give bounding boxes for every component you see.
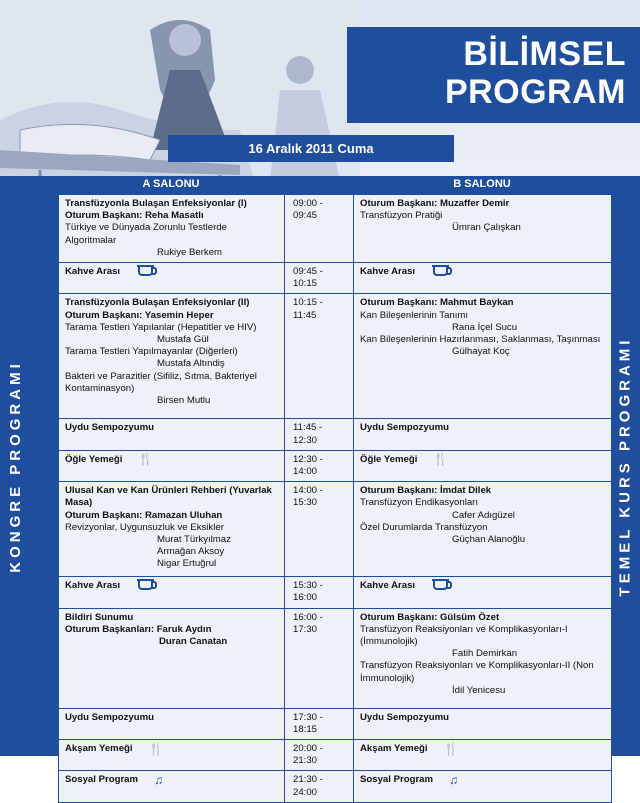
session-b-cell [354, 708, 612, 739]
program-row [59, 771, 612, 802]
session-b-cell [354, 263, 612, 294]
coffee-cup-icon [433, 581, 448, 590]
left-side-text: KONGRE PROGRAMI [6, 359, 24, 573]
program-row [59, 740, 612, 771]
program-row [59, 608, 612, 708]
a-line: Mustafa Altındiş [157, 358, 225, 370]
a-line: Transfüzyonla Bulaşan Enfeksiyonlar (I) [65, 198, 247, 209]
time-cell: 17:30 - 18:15 [285, 708, 354, 739]
coffee-cup-icon [433, 267, 448, 276]
program-row [59, 294, 612, 419]
b-line: Transfüzyon Reaksiyonları ve Komplikasyonları-II (Non İmmunolojik) [360, 660, 594, 684]
session-a-cell [59, 577, 285, 608]
a-line: Birsen Mutlu [157, 395, 211, 407]
a-line: Uydu Sempozyumu [65, 422, 155, 434]
session-b-cell [354, 450, 612, 481]
session-a-cell [59, 294, 285, 419]
session-a-cell [59, 740, 285, 771]
col-a-header: A SALONU [142, 178, 200, 190]
fork-knife-icon: 🍴 [443, 741, 459, 756]
left-side-label [0, 176, 30, 756]
b-line: Kan Bileşenlerinin Tanımı [360, 309, 469, 321]
b-line: Transfüzyon Endikasyonları [360, 497, 479, 509]
a-line: Rukiye Berkem [157, 246, 223, 258]
session-a-cell [59, 195, 285, 263]
b-line: Öğle Yemeği 🍴 [360, 452, 449, 467]
b-line: Kahve Arası [360, 266, 605, 278]
session-a-cell [59, 608, 285, 708]
session-a-cell [59, 263, 285, 294]
b-line: Transfüzyon Reaksiyonları ve Komplikasyonları-I (İmmunolojik) [360, 623, 568, 648]
session-a-cell [59, 450, 285, 481]
coffee-cup-icon [138, 581, 153, 590]
program-row [59, 419, 612, 450]
time-cell: 15:30 - 16:00 [285, 577, 354, 608]
b-line: Oturum Başkanı: Mahmut Baykan [360, 297, 514, 309]
time-cell: 11:45 - 12:30 [285, 419, 354, 450]
a-line: Nigar Ertuğrul [157, 558, 217, 570]
a-line: Akşam Yemeği 🍴 [65, 741, 164, 756]
right-side-text: TEMEL KURS PROGRAMI [616, 336, 634, 596]
b-line: Akşam Yemeği 🍴 [360, 741, 459, 756]
etching-illustration [0, 0, 360, 200]
a-line: Ulusal Kan ve Kan Ürünleri Rehberi (Yuvarlak Masa) [65, 485, 272, 509]
program-row [59, 263, 612, 294]
a-line: Tarama Testleri Yapılanlar (Hepatitler ve HIV) [65, 321, 257, 333]
time-cell: 12:30 - 14:00 [285, 450, 354, 481]
a-line: Bakteri ve Parazitler (Sifiliz, Sıtma, Bakteriyel Kontaminasyon) [65, 370, 257, 394]
b-line: Ümran Çalışkan [452, 222, 521, 234]
time-cell: 10:15 - 11:45 [285, 294, 354, 419]
b-line: İdil Yenicesu [452, 684, 506, 696]
a-line: Oturum Başkanları: Faruk Aydın [65, 623, 212, 635]
b-line: Uydu Sempozyumu [360, 422, 450, 434]
program-row [59, 708, 612, 739]
a-line: Tarama Testleri Yapılmayanlar (Diğerleri) [65, 346, 238, 358]
b-line: Cafer Adıgüzel [452, 509, 515, 521]
b-line: Oturum Başkanı: Muzaffer Demir [360, 198, 510, 209]
title-box [347, 27, 640, 123]
title-line-2: PROGRAM [444, 73, 626, 111]
a-line: Bildiri Sunumu [65, 611, 134, 623]
a-line: Kahve Arası [65, 580, 278, 592]
b-line: Kahve Arası [360, 580, 605, 592]
a-line: Murat Türkyılmaz [157, 534, 231, 546]
music-note-icon: ♫ [154, 772, 164, 787]
col-b-header: B SALONU [453, 178, 511, 190]
b-line: Gülhayat Koç [452, 346, 510, 358]
b-line: Güçhan Alanoğlu [452, 534, 526, 546]
b-line: Oturum Başkanı: İmdat Dilek [360, 485, 492, 497]
fork-knife-icon: 🍴 [433, 452, 449, 467]
time-cell: 21:30 - 24:00 [285, 771, 354, 802]
session-b-cell [354, 419, 612, 450]
coffee-cup-icon [138, 267, 153, 276]
a-line: Sosyal Program ♫ [65, 772, 164, 787]
a-line: Revizyonlar, Uygunsuzluk ve Eksikler [65, 521, 224, 533]
session-b-cell [354, 482, 612, 577]
session-a-cell [59, 771, 285, 802]
b-line: Rana İçel Sucu [452, 321, 518, 333]
time-cell: 09:00 - 09:45 [285, 195, 354, 263]
a-line: Duran Canatan [159, 636, 228, 648]
b-line: Kan Bileşenlerinin Hazırlanması, Saklanması, Taşınması [360, 334, 601, 346]
time-cell: 09:45 - 10:15 [285, 263, 354, 294]
a-line: Armağan Aksoy [157, 546, 225, 558]
a-line: Transfüzyonla Bulaşan Enfeksiyonlar (II) [65, 297, 250, 309]
a-line: Mustafa Gül [157, 334, 209, 346]
title-line-1: BİLİMSEL [463, 35, 626, 73]
a-line: Oturum Başkanı: Reha Masatlı [65, 210, 204, 222]
a-line: Kahve Arası [65, 266, 278, 278]
a-line: Oturum Başkanı: Yasemin Heper [65, 309, 214, 321]
b-line: Özel Durumlarda Transfüzyon [360, 521, 488, 533]
time-cell: 14:00 - 15:30 [285, 482, 354, 577]
program-row [59, 577, 612, 608]
a-line: Türkiye ve Dünyada Zorunlu Testlerde Algoritmalar [65, 222, 227, 246]
date-bar: 16 Aralık 2011 Cuma [168, 135, 454, 162]
a-line: Öğle Yemeği 🍴 [65, 452, 154, 467]
a-line: Uydu Sempozyumu [65, 711, 155, 723]
session-a-cell [59, 419, 285, 450]
fork-knife-icon: 🍴 [138, 452, 154, 467]
b-line: Uydu Sempozyumu [360, 711, 450, 723]
session-a-cell [59, 708, 285, 739]
program-table [58, 194, 612, 803]
program-row [59, 482, 612, 577]
b-line: Sosyal Program ♫ [360, 772, 459, 787]
a-line: Oturum Başkanı: Ramazan Uluhan [65, 509, 223, 521]
fork-knife-icon: 🍴 [148, 741, 164, 756]
b-line: Oturum Başkanı: Gülsüm Özet [360, 611, 500, 623]
b-line: Transfüzyon Pratiği [360, 210, 443, 222]
time-cell: 16:00 - 17:30 [285, 608, 354, 708]
session-a-cell [59, 482, 285, 577]
program-row [59, 450, 612, 481]
session-b-cell [354, 740, 612, 771]
session-b-cell [354, 294, 612, 419]
session-b-cell [354, 577, 612, 608]
music-note-icon: ♫ [449, 772, 459, 787]
b-line: Fatih Demirkan [452, 648, 518, 660]
program-row [59, 195, 612, 263]
time-cell: 20:00 - 21:30 [285, 740, 354, 771]
session-b-cell [354, 771, 612, 802]
right-side-label [610, 176, 640, 756]
session-b-cell [354, 608, 612, 708]
session-b-cell [354, 195, 612, 263]
